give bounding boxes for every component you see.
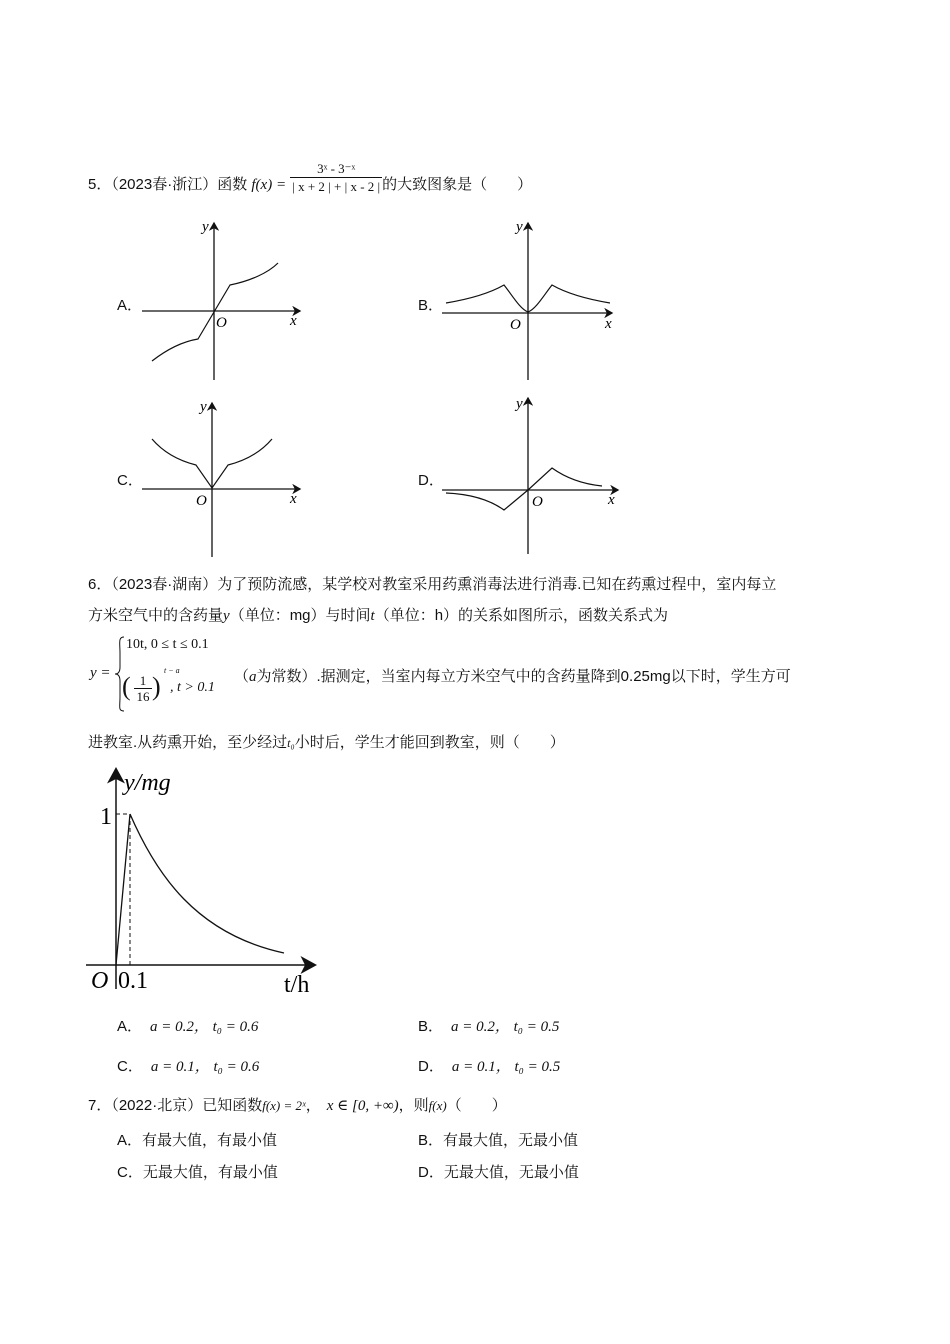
q6-line-1 [88,575,776,595]
q6-var-t0: t₀ [287,736,295,750]
q6-number: 6． [88,576,112,593]
q6-line-3 [234,667,791,687]
q5-option-a-label: A． [117,297,143,314]
q7-option-d-label: D． [418,1164,444,1181]
origin-label: O [532,494,543,510]
q7-option-a-label: A． [117,1132,143,1149]
q7-option-a-text: 有最大值，有最小值 [142,1132,278,1149]
q5-option-c-label: C． [117,472,143,489]
q6-piece-2-condition: , t > 0.1 [170,680,215,695]
q7-mid: ，则 [398,1097,429,1114]
decay-curve [130,814,284,953]
q6-var-t: t [370,608,375,624]
q6-option-b-label: B． [418,1018,444,1035]
x-label: x [608,492,615,508]
q5-option-b-label: B． [418,297,444,314]
q5-number: 5． [88,176,112,193]
q5-option-a-graph [140,215,310,385]
q7-option-b-label: B． [418,1132,444,1149]
q6-line-1-text: （2023春·湖南）为了预防流感，某学校对教室采用药熏消毒法进行消毒.已知在药熏过程中，室内每立 [111,576,777,593]
q7-option-c-label: C． [117,1164,143,1181]
y-axis-label-text: y/mg [124,770,171,796]
q5-tail: 的大致图象是（ ） [382,176,533,193]
q7-option-d-text: 无最大值，无最小值 [443,1164,579,1181]
curve [152,263,278,361]
x-label: x [290,313,297,329]
q6-line-4 [88,733,565,753]
q5-source: （2023春·浙江）函数 [111,176,248,193]
q6-piecewise-function [90,635,240,715]
q5-option-b-graph [440,215,620,385]
q6-piece-2-base [134,673,152,704]
q7-option-c-text: 无最大值，有最小值 [142,1164,278,1181]
q5-fraction [290,160,382,195]
x-label: x [290,491,297,507]
q6-line-4-a: 进教室.从药熏开始，至少经过 [88,734,288,751]
t-axis-label: t/h [284,972,310,998]
q6-option-b[interactable] [418,1017,559,1037]
q7-option-d[interactable] [418,1163,579,1183]
q6-option-b-text: a = 0.2， t₀ = 0.5 [451,1019,560,1035]
q6-option-c-text: a = 0.1， t₀ = 0.6 [150,1059,260,1075]
q6-option-c[interactable] [117,1057,259,1077]
q6-option-a-label: A． [117,1018,143,1035]
q6-option-d-text: a = 0.1， t₀ = 0.5 [451,1059,561,1075]
q7-domain: x ∈ [0, +∞) [326,1098,399,1114]
q5-fraction-numerator: 3ˣ - 3⁻ˣ [290,160,382,178]
q7-function-ref: f(x) [428,1098,447,1113]
q5-option-d-label: D． [418,472,444,489]
q6-var-y: y [223,608,230,624]
y-axis-label [122,770,171,796]
paren-open: ( [122,672,131,701]
y-label: y [200,399,207,415]
tick-x-0.1: 0.1 [118,968,148,994]
q6-var-a: a [249,669,257,685]
q7-function: f(x) = 2ˣ [262,1098,306,1113]
y-label: y [202,219,209,235]
q7-option-b-text: 有最大值，无最小值 [443,1132,579,1149]
origin-label: O [196,493,207,509]
q7-option-a[interactable] [117,1131,277,1151]
q7-separator: ， [305,1097,321,1114]
q6-line-2-b: （单位：mg）与时间 [229,607,371,624]
q6-piece-2-exponent: t − a [164,666,180,675]
q5-fraction-denominator: | x + 2 | + | x - 2 | [292,178,381,194]
q5-formula-lhs: f(x) = [251,177,287,193]
q7-number: 7． [88,1097,112,1114]
q6-option-a[interactable] [117,1017,258,1037]
q6-option-a-text: a = 0.2， t₀ = 0.6 [150,1019,259,1035]
q6-concentration-graph [86,764,346,1004]
q5-option-d-graph [440,392,625,557]
q6-option-d-label: D． [418,1058,444,1075]
q6-option-c-label: C． [117,1058,143,1075]
origin-label: O [91,968,109,994]
origin-label: O [510,317,521,333]
y-label: y [516,219,523,235]
q5-stem [88,160,533,195]
q7-stem [88,1096,507,1116]
q6-base-den: 16 [136,689,150,704]
q6-line-2 [88,606,668,626]
q6-option-d[interactable] [418,1057,560,1077]
x-label: x [605,316,612,332]
tick-y-1: 1 [100,804,112,830]
q6-line-3-a: （ [234,668,250,685]
origin-label: O [216,315,227,331]
q6-line-3-b: 为常数）.据测定，当室内每立方米空气中的含药量降到0.25mg以下时，学生方可 [256,668,791,685]
q7-source: （2022·北京）已知函数 [111,1097,263,1114]
q7-option-b[interactable] [418,1131,578,1151]
paren-close: ) [152,672,161,701]
q6-line-2-c: （单位：h）的关系如图所示，函数关系式为 [374,607,669,624]
q7-option-c[interactable] [117,1163,278,1183]
q6-base-num: 1 [134,673,152,689]
q6-piece-y: y = [90,665,111,681]
curve [446,468,602,510]
q6-line-2-a: 方米空气中的含药量 [88,607,224,624]
q6-piece-1: 10t, 0 ≤ t ≤ 0.1 [126,637,209,652]
y-label: y [516,396,523,412]
q5-option-c-graph [140,395,310,560]
q7-tail: （ ） [446,1097,507,1114]
q6-line-4-b: 小时后，学生才能回到教室，则（ ） [294,734,565,751]
rising-segment [116,814,130,965]
